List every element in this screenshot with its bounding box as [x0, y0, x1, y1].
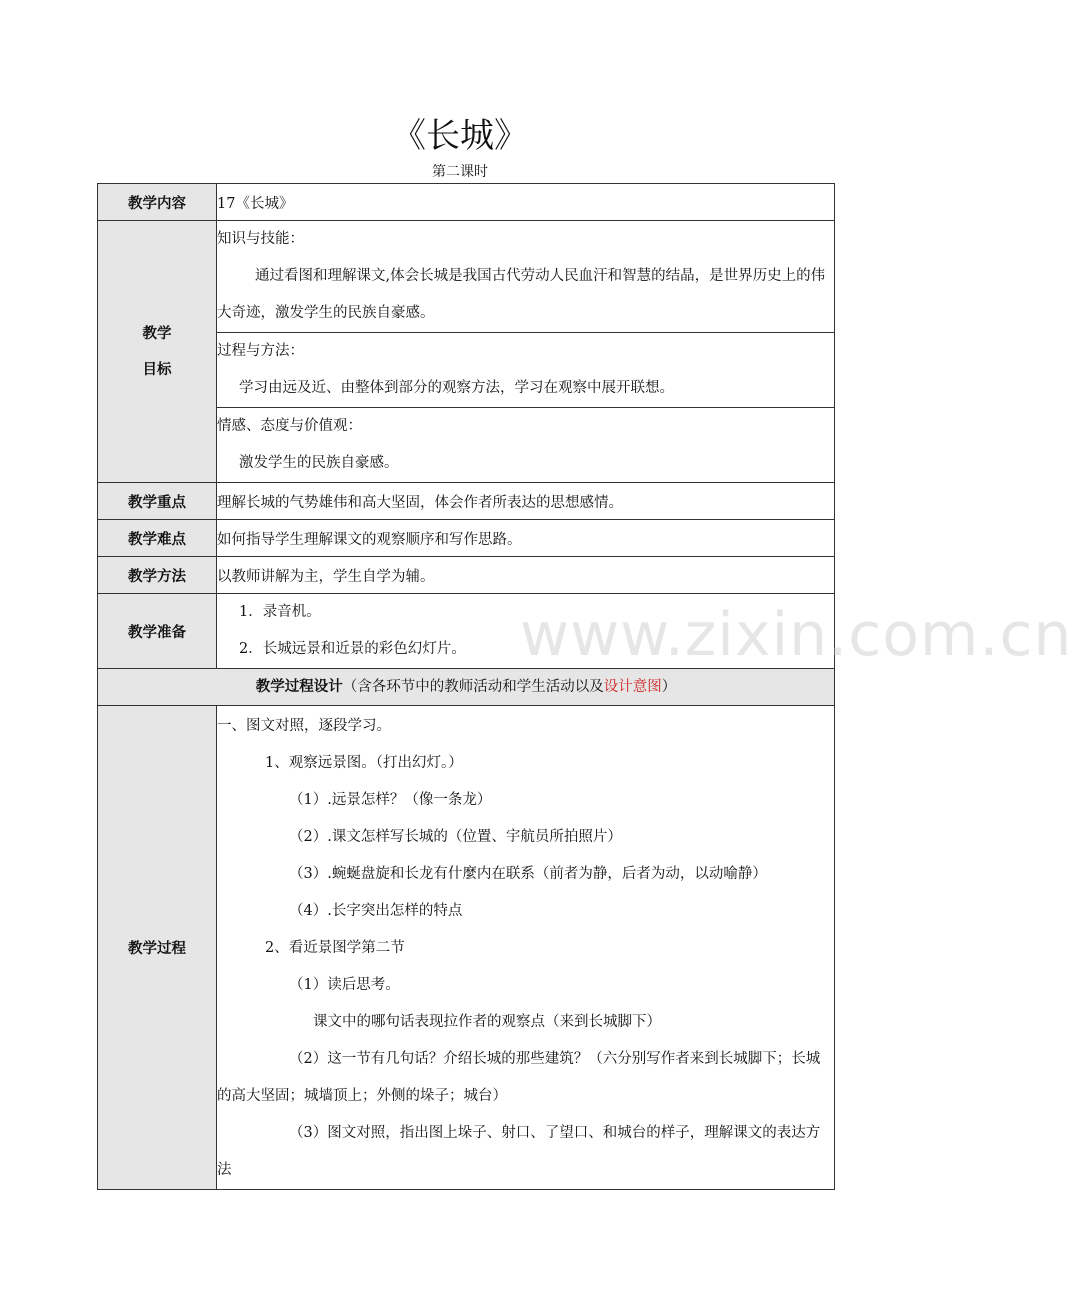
- process-line-3: （1）.远景怎样？（像一条龙）: [289, 792, 492, 808]
- label-preparation: 教学准备: [98, 594, 217, 669]
- row-preparation: [98, 594, 835, 669]
- banner-red: 设计意图: [603, 679, 662, 695]
- row-method: [98, 557, 835, 594]
- banner-close: ）: [661, 679, 677, 695]
- row-design-banner: [98, 669, 835, 706]
- label-process: 教学过程: [98, 706, 217, 1190]
- label-difficulty: 教学难点: [98, 520, 217, 557]
- emotion-heading: 情感、态度与价值观：: [217, 418, 362, 434]
- process-line-7: 2、看近景图学第二节: [265, 940, 405, 956]
- preparation-cell: [217, 594, 835, 669]
- process-line-8: （1）读后思考。: [289, 977, 400, 993]
- label-content: 教学内容: [98, 184, 217, 221]
- value-difficulty: 如何指导学生理解课文的观察顺序和写作思路。: [217, 520, 835, 557]
- goals-emotion-cell: [217, 408, 835, 483]
- knowledge-text: 通过看图和理解课文,体会长城是我国古代劳动人民血汗和智慧的结晶，是世界历史上的伟大奇迹，激发学生的民族自豪感。: [217, 268, 826, 321]
- goals-process-cell: [217, 333, 835, 408]
- goals-knowledge-cell: [217, 221, 835, 333]
- label-method: 教学方法: [98, 557, 217, 594]
- watermark: www.zixin.com.cn: [520, 600, 1072, 670]
- process-cell: [217, 706, 835, 1190]
- process-line-5: （3）.蜿蜒盘旋和长龙有什麼内在联系（前者为静，后者为动，以动喻静）: [289, 866, 767, 882]
- design-banner: [98, 669, 835, 706]
- process-line-1: 一、图文对照，逐段学习。: [217, 718, 391, 734]
- value-content: 17《长城》: [217, 184, 835, 221]
- banner-plain: （含各环节中的教师活动和学生活动以及: [342, 679, 604, 695]
- row-goals-knowledge: [98, 221, 835, 333]
- process-line-4: （2）.课文怎样写长城的（位置、宇航员所拍照片）: [289, 829, 622, 845]
- label-key-point: 教学重点: [98, 483, 217, 520]
- value-method: 以教师讲解为主，学生自学为辅。: [217, 557, 835, 594]
- row-key-point: [98, 483, 835, 520]
- row-difficulty: [98, 520, 835, 557]
- row-process: [98, 706, 835, 1190]
- value-key-point: 理解长城的气势雄伟和高大坚固，体会作者所表达的思想感情。: [217, 483, 835, 520]
- preparation-item-1: 1．录音机。: [239, 604, 321, 620]
- process-line-10: （2）这一节有几句话？介绍长城的那些建筑？（六分别写作者来到长城脚下；长城的高大坚固；城墙顶上；外侧的垛子；城台）: [217, 1051, 821, 1104]
- emotion-text: 激发学生的民族自豪感。: [239, 455, 399, 471]
- process-text: 学习由远及近、由整体到部分的观察方法，学习在观察中展开联想。: [239, 380, 674, 396]
- label-goals-line2: 目标: [142, 361, 172, 378]
- row-content: [98, 184, 835, 221]
- lesson-plan-table: [97, 183, 835, 1190]
- label-goals: [98, 221, 217, 483]
- process-line-2: 1、观察远景图。（打出幻灯。）: [265, 755, 463, 771]
- banner-bold: 教学过程设计: [255, 679, 343, 695]
- process-heading: 过程与方法：: [217, 343, 304, 359]
- process-line-11: （3）图文对照，指出图上垛子、射口、了望口、和城台的样子，理解课文的表达方法: [217, 1125, 821, 1178]
- preparation-item-2: 2．长城远景和近景的彩色幻灯片。: [239, 641, 466, 657]
- document-title: 《长城》: [392, 116, 528, 156]
- document-subtitle: 第二课时: [432, 164, 488, 180]
- label-goals-line1: 教学: [142, 325, 172, 342]
- process-line-9: 课文中的哪句话表现拉作者的观察点（来到长城脚下）: [313, 1014, 661, 1030]
- process-line-6: （4）.长字突出怎样的特点: [289, 903, 463, 919]
- knowledge-heading: 知识与技能：: [217, 231, 304, 247]
